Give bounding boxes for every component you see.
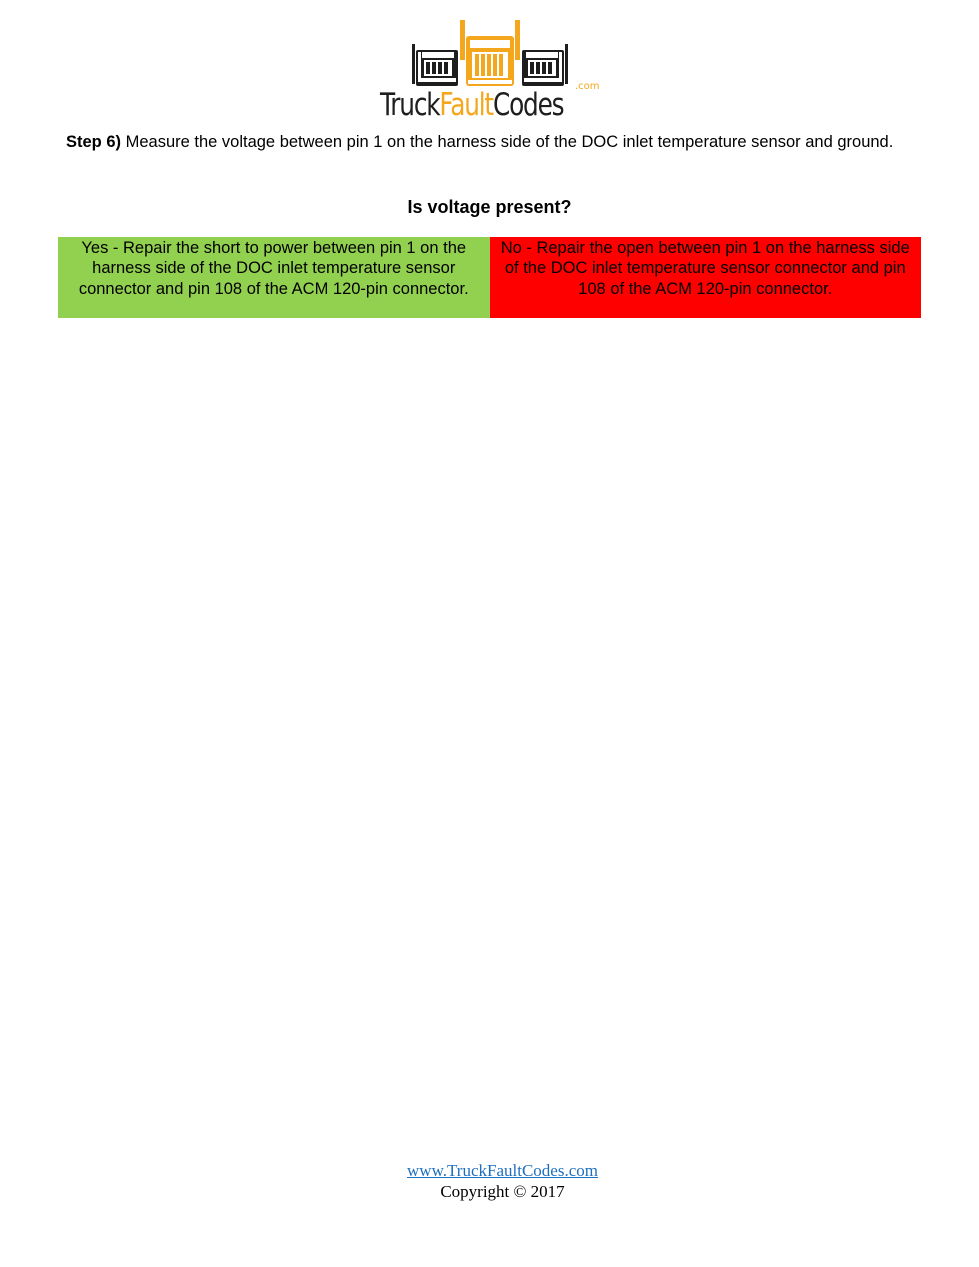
truck-icon (378, 18, 602, 90)
step-text: Measure the voltage between pin 1 on the harness side of the DOC inlet temperature sensor and ground. (121, 133, 894, 151)
website-link[interactable]: www.TruckFaultCodes.com (407, 1161, 598, 1180)
logo-domain-suffix: .com (575, 81, 600, 92)
question-heading: Is voltage present? (407, 197, 572, 217)
footer (0, 1160, 979, 1202)
logo-wordmark: TruckFaultCodes (380, 87, 564, 123)
answer-table (58, 237, 921, 318)
no-option-cell: No - Repair the open between pin 1 on the harness side of the DOC inlet temperature sensor connector and pin 108 of the ACM 120-pin connector. (490, 237, 922, 318)
step-instruction (66, 132, 916, 152)
yes-option-cell: Yes - Repair the short to power between pin 1 on the harness side of the DOC inlet temperature sensor connector and pin 108 of the ACM 120-pin connector. (58, 237, 490, 318)
truck-fault-codes-logo (378, 18, 602, 126)
step-label: Step 6) (66, 133, 122, 151)
copyright-text: Copyright © 2017 (440, 1182, 565, 1201)
